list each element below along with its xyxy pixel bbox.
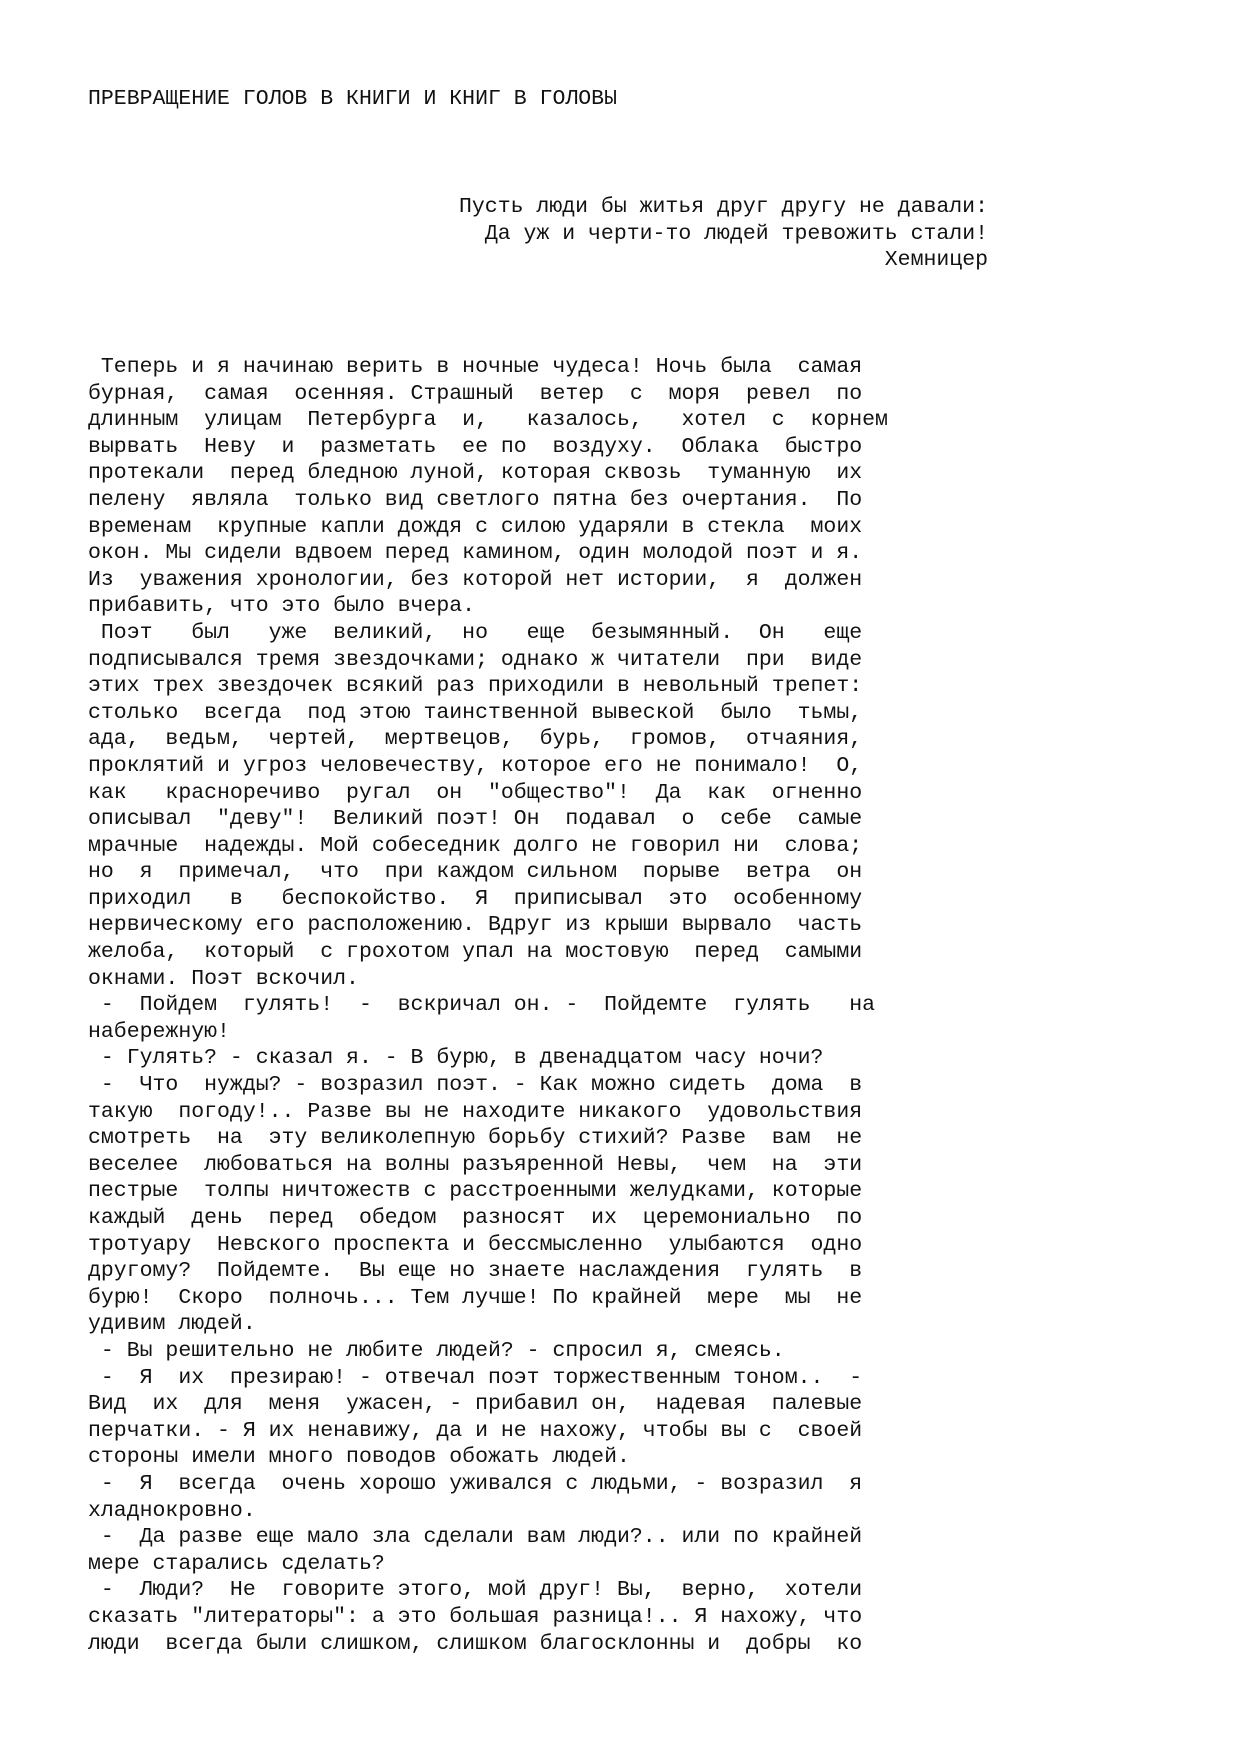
text-line: перчатки. - Я их ненавижу, да и не нахожу, чтобы вы с своей	[88, 1418, 863, 1443]
text-line: - Люди? Не говорите этого, мой друг! Вы, верно, хотели	[88, 1578, 863, 1603]
epigraph-line: Да уж и черти-то людей тревожить стали!	[484, 221, 988, 246]
epigraph	[459, 194, 988, 274]
text-line: этих трех звездочек всякий раз приходили в невольный трепет:	[88, 674, 863, 699]
text-line: приходил в беспокойство. Я приписывал это особенному	[88, 886, 863, 911]
text-line: сказать "литераторы": а это большая разница!.. Я нахожу, что	[88, 1604, 863, 1629]
text-line: удивим людей.	[88, 1312, 256, 1337]
text-line: хладнокровно.	[88, 1498, 256, 1523]
text-line: нервическому его расположению. Вдруг из крыши вырвало часть	[88, 913, 863, 938]
text-line: мере старались сделать?	[88, 1551, 385, 1576]
text-line: - Я их презираю! - отвечал поэт торжественным тоном.. -	[88, 1365, 863, 1390]
text-line: длинным улицам Петербурга и, казалось, хотел с корнем	[88, 408, 888, 433]
text-line: пелену являла только вид светлого пятна без очертания. По	[88, 487, 863, 512]
body-text	[88, 354, 988, 1657]
text-line: Поэт был уже великий, но еще безымянный. Он еще	[88, 620, 863, 645]
text-line: описывал "деву"! Великий поэт! Он подавал о себе самые	[88, 807, 863, 832]
document-title: ПРЕВРАЩЕНИЕ ГОЛОВ В КНИГИ И КНИГ В ГОЛОВЫ	[88, 87, 617, 111]
text-line: Из уважения хронологии, без которой нет истории, я должен	[88, 567, 863, 592]
text-line: люди всегда были слишком, слишком благосклонны и добры ко	[88, 1631, 863, 1656]
text-line: ада, ведьм, чертей, мертвецов, бурь, громов, отчаяния,	[88, 727, 863, 752]
text-line: вырвать Неву и разметать ее по воздуху. Облака быстро	[88, 434, 863, 459]
text-line: - Гулять? - сказал я. - В бурю, в двенадцатом часу ночи?	[88, 1046, 824, 1071]
text-line: - Что нужды? - возразил поэт. - Как можно сидеть дома в	[88, 1073, 863, 1098]
text-line: бурю! Скоро полночь... Тем лучше! По крайней мере мы не	[88, 1285, 863, 1310]
epigraph-line: Пусть люди бы житья друг другу не давали:	[459, 195, 988, 219]
text-line: набережную!	[88, 1019, 230, 1044]
text-line: Теперь и я начинаю верить в ночные чудеса! Ночь была самая	[88, 355, 863, 379]
text-line: столько всегда под этою таинственной вывеской было тьмы,	[88, 700, 863, 725]
text-line: веселее любоваться на волны разъяренной Невы, чем на эти	[88, 1152, 863, 1177]
text-line: - Вы решительно не любите людей? - спросил я, смеясь.	[88, 1338, 785, 1363]
text-line: такую погоду!.. Разве вы не находите никакого удовольствия	[88, 1099, 863, 1124]
text-line: окнами. Поэт вскочил.	[88, 966, 359, 991]
text-line: мрачные надежды. Мой собеседник долго не говорил ни слова;	[88, 833, 863, 858]
text-line: стороны имели много поводов обожать людей.	[88, 1445, 630, 1470]
text-line: прибавить, что это было вчера.	[88, 594, 476, 619]
text-line: но я примечал, что при каждом сильном порыве ветра он	[88, 860, 863, 885]
text-line: как красноречиво ругал он "общество"! Да как огненно	[88, 780, 863, 805]
text-line: каждый день перед обедом разносят их церемониально по	[88, 1206, 863, 1230]
text-line: другому? Пойдемте. Вы еще но знаете наслаждения гулять в	[88, 1259, 863, 1284]
text-line: - Пойдем гулять! - вскричал он. - Пойдемте гулять на	[88, 993, 876, 1018]
text-line: - Я всегда очень хорошо уживался с людьми, - возразил я	[88, 1471, 863, 1496]
text-line: пестрые толпы ничтожеств с расстроенными желудками, которые	[88, 1179, 863, 1204]
text-line: временам крупные капли дождя с силою ударяли в стекла моих	[88, 514, 863, 539]
text-line: Вид их для меня ужасен, - прибавил он, надевая палевые	[88, 1392, 863, 1417]
text-line: подписывался тремя звездочками; однако ж читатели при виде	[88, 647, 863, 672]
text-line: смотреть на эту великолепную борьбу стихий? Разве вам не	[88, 1126, 863, 1151]
text-line: проклятий и угроз человечеству, которое его не понимало! О,	[88, 753, 863, 778]
text-line: бурная, самая осенняя. Страшный ветер с моря ревел по	[88, 381, 863, 406]
text-line: протекали перед бледною луной, которая сквозь туманную их	[88, 461, 863, 486]
text-line: тротуару Невского проспекта и бессмысленно улыбаются одно	[88, 1232, 863, 1257]
epigraph-author: Хемницер	[884, 248, 988, 273]
text-line: - Да разве еще мало зла сделали вам люди?.. или по крайней	[88, 1525, 863, 1550]
text-line: желоба, который с грохотом упал на мостовую перед самыми	[88, 940, 863, 965]
text-line: окон. Мы сидели вдвоем перед камином, один молодой поэт и я.	[88, 541, 863, 566]
